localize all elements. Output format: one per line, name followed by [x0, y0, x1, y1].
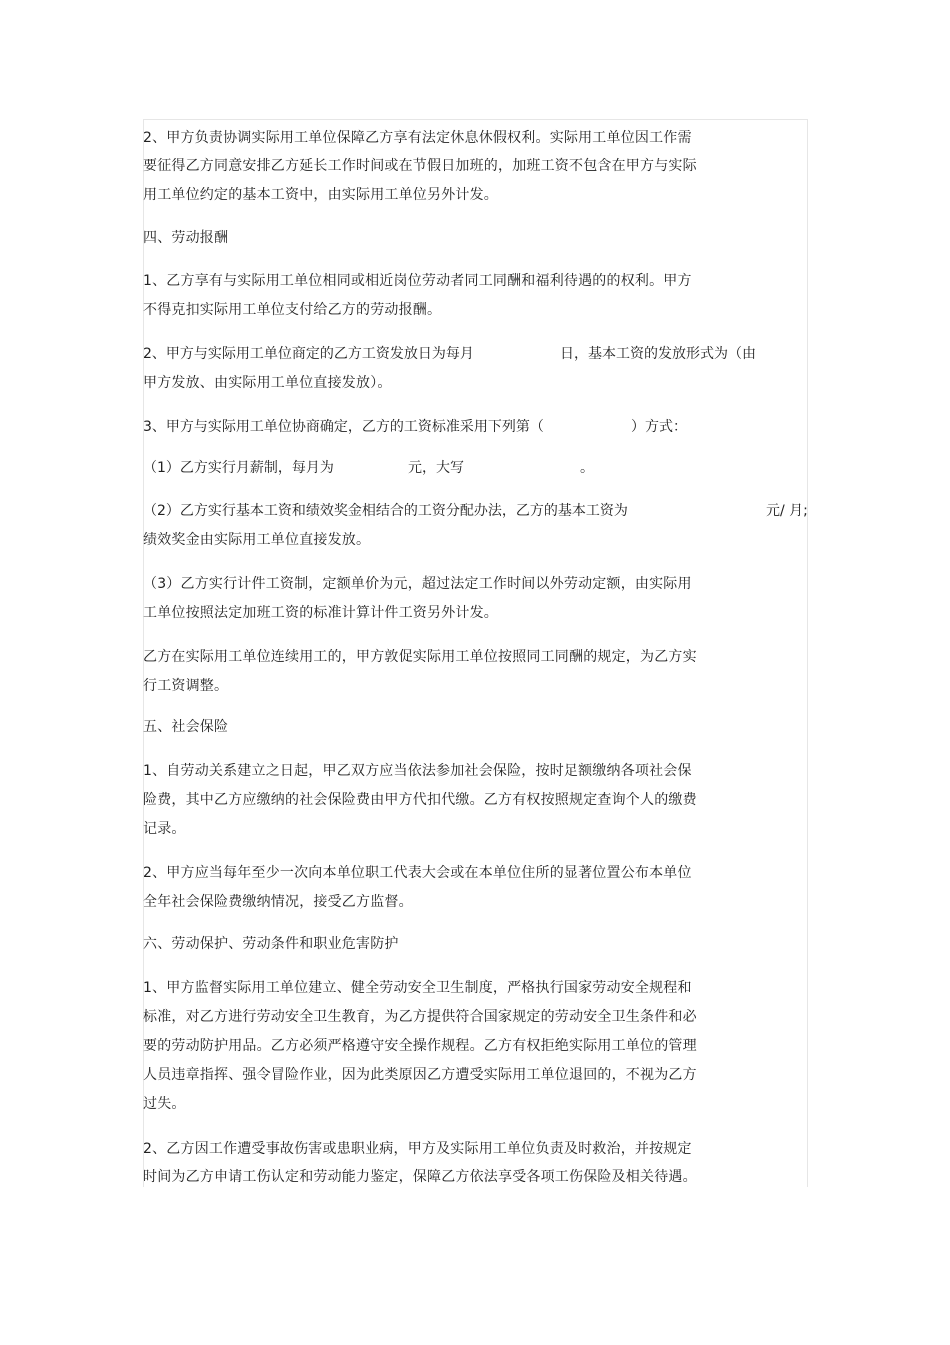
text-line: 1、自劳动关系建立之日起，甲乙双方应当依法参加社会保险，按时足额缴纳各项社会保 — [143, 763, 692, 779]
text-line: 2、甲方应当每年至少一次向本单位职工代表大会或在本单位住所的显著位置公布本单位 — [143, 865, 692, 881]
text-line: （3）乙方实行计件工资制，定额单价为元，超过法定工作时间以外劳动定额，由实际用 — [143, 576, 692, 592]
section-heading-labor-protection: 六、劳动保护、劳动条件和职业危害防护 — [143, 936, 399, 952]
text-line: 2、甲方负责协调实际用工单位保障乙方享有法定休息休假权利。实际用工单位因工作需 — [143, 130, 692, 146]
page-frame-right — [807, 119, 808, 1187]
text-line: 要征得乙方同意安排乙方延长工作时间或在节假日加班的，加班工资不包含在甲方与实际 — [143, 158, 697, 174]
text-line: 用工单位约定的基本工资中，由实际用工单位另外计发。 — [143, 187, 498, 203]
text-line: （1）乙方实行月薪制，每月为 — [143, 460, 334, 476]
section-heading-social-insurance: 五、社会保险 — [143, 719, 229, 735]
text-line: ）方式： — [631, 419, 687, 435]
text-line: 险费，其中乙方应缴纳的社会保险费由甲方代扣代缴。乙方有权按照规定查询个人的缴费 — [143, 792, 697, 808]
text-line: 。 — [580, 460, 594, 476]
text-line: 工单位按照法定加班工资的标准计算计件工资另外计发。 — [143, 605, 498, 621]
text-line: 3、甲方与实际用工单位协商确定，乙方的工资标准采用下列第（ — [143, 419, 544, 435]
text-line: 乙方在实际用工单位连续用工的，甲方敦促实际用工单位按照同工同酬的规定，为乙方实 — [143, 649, 697, 665]
text-line: 绩效奖金由实际用工单位直接发放。 — [143, 532, 371, 548]
text-line: 2、乙方因工作遭受事故伤害或患职业病，甲方及实际用工单位负责及时救治，并按规定 — [143, 1141, 692, 1157]
text-line: 时间为乙方申请工伤认定和劳动能力鉴定，保障乙方依法享受各项工伤保险及相关待遇。 — [143, 1169, 697, 1185]
text-line: 1、乙方享有与实际用工单位相同或相近岗位劳动者同工同酬和福利待遇的的权利。甲方 — [143, 273, 692, 289]
text-line: 2、甲方与实际用工单位商定的乙方工资发放日为每月 — [143, 346, 474, 362]
text-line: 行工资调整。 — [143, 678, 229, 694]
text-line: 日，基本工资的发放形式为（由 — [560, 346, 756, 362]
text-line: 记录。 — [143, 821, 186, 837]
text-line: 元/ 月; — [766, 503, 808, 519]
text-line: 过失。 — [143, 1096, 186, 1112]
text-line: 元，大写 — [408, 460, 464, 476]
text-line: 要的劳动防护用品。乙方必须严格遵守安全操作规程。乙方有权拒绝实际用工单位的管理 — [143, 1038, 697, 1054]
text-line: 甲方发放、由实际用工单位直接发放）。 — [143, 375, 392, 391]
text-line: 人员违章指挥、强令冒险作业，因为此类原因乙方遭受实际用工单位退回的，不视为乙方 — [143, 1067, 697, 1083]
text-line: 标准，对乙方进行劳动安全卫生教育，为乙方提供符合国家规定的劳动安全卫生条件和必 — [143, 1009, 697, 1025]
text-line: （2）乙方实行基本工资和绩效奖金相结合的工资分配办法，乙方的基本工资为 — [143, 503, 628, 519]
section-heading-remuneration: 四、劳动报酬 — [143, 230, 229, 246]
text-line: 全年社会保险费缴纳情况，接受乙方监督。 — [143, 894, 413, 910]
text-line: 不得克扣实际用工单位支付给乙方的劳动报酬。 — [143, 302, 442, 318]
text-line: 1、甲方监督实际用工单位建立、健全劳动安全卫生制度，严格执行国家劳动安全规程和 — [143, 980, 692, 996]
page-frame-top — [143, 119, 808, 120]
